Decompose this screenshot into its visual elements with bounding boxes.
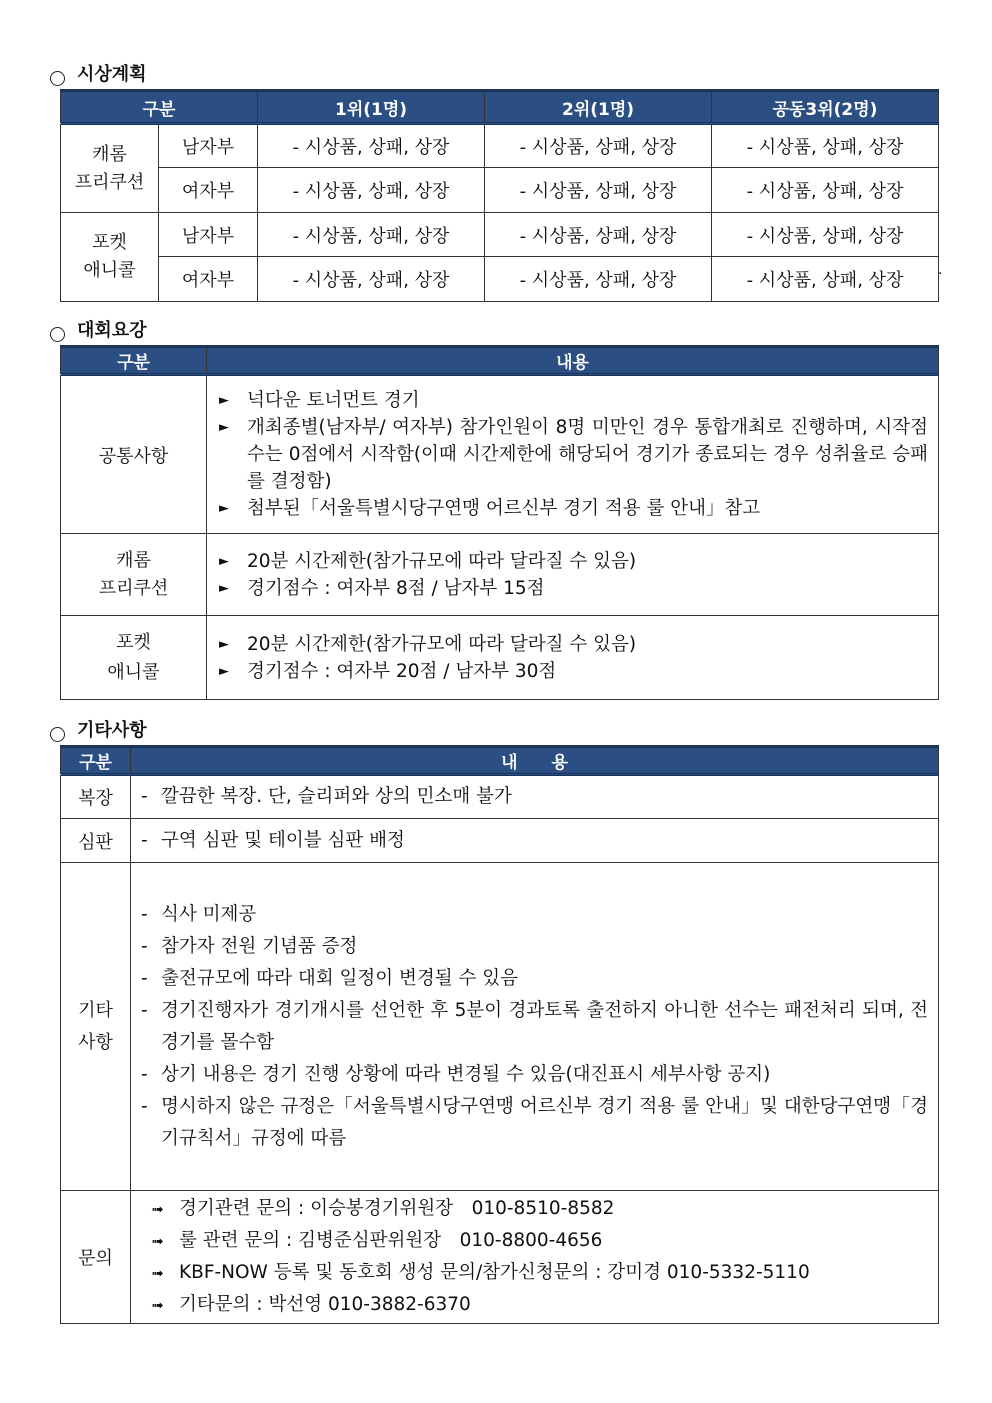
misc-content-dress [131,775,939,819]
awards-division: 남자부 [159,213,258,257]
contact-item: ➟ 경기관련 문의 : 이승봉경기위원장 010-8510-8582 [151,1193,928,1225]
circle-bullet-icon [50,727,65,742]
circle-bullet-icon [50,71,65,86]
awards-cell: - 시상품, 상패, 상장 [712,168,939,213]
rules-header-category: 구분 [61,347,207,375]
awards-cell: - 시상품, 상패, 상장 [485,124,712,168]
triangle-bullet-icon: ► [219,420,229,435]
awards-group-pocket: 포켓 애니콜 [61,213,159,302]
triangle-bullet-icon: ► [219,393,229,408]
awards-group-carom: 캐롬 프리쿠션 [61,124,159,213]
awards-title-text: 시상계획 [77,64,147,85]
awards-cell: - 시상품, 상패, 상장 [258,257,485,302]
arrow-icon: ➟ [151,1296,164,1314]
awards-header-category: 구분 [61,91,258,124]
misc-content-referee [131,819,939,863]
misc-dash-item: - 깔끔한 복장. 단, 슬리퍼와 상의 민소매 불가 [141,786,512,807]
rules-table [60,345,939,700]
triangle-bullet-icon: ► [219,580,229,596]
misc-dash-item: - 상기 내용은 경기 진행 상황에 따라 변경될 수 있음(대진표시 세부사항 공지) [141,1063,771,1085]
awards-cell: - 시상품, 상패, 상장 [712,124,939,168]
rules-bullet: ► 경기점수 : 여자부 20점 / 남자부 30점 [219,658,928,685]
awards-division: 여자부 [159,168,258,213]
awards-section-title [50,64,147,86]
misc-dash-item: - 참가자 전원 기념품 증정 [141,935,358,957]
misc-content-other [131,863,939,1191]
misc-header-category: 구분 [61,747,131,775]
misc-header-content: 내 용 [131,747,939,775]
contact-item: ➟ KBF-NOW 등록 및 동호회 생성 문의/참가신청문의 : 강미경 010-5332-5110 [151,1257,928,1289]
awards-cell: - 시상품, 상패, 상장 [485,168,712,213]
awards-cell: - 시상품, 상패, 상장 [485,213,712,257]
misc-section-title [50,720,147,742]
awards-table [60,89,939,302]
misc-label-referee: 심판 [61,819,131,863]
awards-division: 여자부 [159,257,258,302]
contact-item: ➟ 기타문의 : 박선영 010-3882-6370 [151,1289,928,1321]
misc-label-contact: 문의 [61,1191,131,1324]
rules-content-pocket [207,616,939,700]
arrow-icon: ➟ [151,1232,164,1250]
rules-bullet: ► 경기점수 : 여자부 8점 / 남자부 15점 [219,575,928,602]
contact-item: ➟ 룰 관련 문의 : 김병준심판위원장 010-8800-4656 [151,1225,928,1257]
rules-label-pocket: 포켓 애니콜 [61,616,207,700]
triangle-bullet-icon: ► [219,553,229,569]
rules-content-common [207,375,939,534]
misc-label-dress: 복장 [61,775,131,819]
awards-header-third: 공동3위(2명) [712,91,939,124]
rules-label-carom: 캐롬 프리쿠션 [61,534,207,616]
rules-bullet: ► 20분 시간제한(참가규모에 따라 달라질 수 있음) [219,631,928,658]
awards-cell: - 시상품, 상패, 상장 [712,213,939,257]
awards-cell: - 시상품, 상패, 상장 [712,257,939,302]
rules-bullet: ► 20분 시간제한(참가규모에 따라 달라질 수 있음) [219,548,928,575]
misc-dash-item: - 출전규모에 따라 대회 일정이 변경될 수 있음 [141,967,518,989]
misc-content-contact [131,1191,939,1324]
rules-bullets-pocket [207,631,938,685]
arrow-icon: ➟ [151,1264,164,1282]
rules-header-content: 내용 [207,347,939,375]
awards-cell: - 시상품, 상패, 상장 [258,213,485,257]
misc-table [60,745,939,1324]
misc-label-other: 기타 사항 [61,863,131,1191]
triangle-bullet-icon: ► [219,636,229,652]
awards-cell: - 시상품, 상패, 상장 [258,124,485,168]
triangle-bullet-icon: ► [219,501,229,516]
misc-dash-item: - 식사 미제공 [141,903,257,925]
misc-dash-item: - 구역 심판 및 테이블 심판 배정 [141,829,405,851]
circle-bullet-icon [50,327,65,342]
awards-cell: - 시상품, 상패, 상장 [485,257,712,302]
arrow-icon: ➟ [151,1200,164,1218]
awards-header-second: 2위(1명) [485,91,712,124]
misc-title-text: 기타사항 [77,720,147,741]
rules-bullet: ► 넉다운 토너먼트 경기 [219,387,928,414]
awards-cell: - 시상품, 상패, 상장 [258,168,485,213]
trailing-dot: . [938,262,943,278]
rules-title-text: 대회요강 [77,320,147,341]
rules-bullets-carom [207,548,938,602]
rules-label-common: 공통사항 [61,375,207,534]
rules-section-title [50,320,147,342]
misc-dash-item: - 경기진행자가 경기개시를 선언한 후 5분이 경과토록 출전하지 아니한 선수는 패전처리 되며, 전 경기를 몰수함 [141,999,928,1053]
awards-header-first: 1위(1명) [258,91,485,124]
rules-bullet: ► 첨부된「서울특별시당구연맹 어르신부 경기 적용 룰 안내」참고 [219,495,928,522]
awards-division: 남자부 [159,124,258,168]
rules-content-carom [207,534,939,616]
misc-dash-item: - 명시하지 않은 규정은「서울특별시당구연맹 어르신부 경기 적용 룰 안내」및 대한당구연맹「경기규칙서」규정에 따름 [141,1095,928,1149]
triangle-bullet-icon: ► [219,663,229,679]
rules-bullets-common [207,387,938,522]
rules-bullet: ► 개최종별(남자부/ 여자부) 참가인원이 8명 미만인 경우 통합개최로 진행하며, 시작점수는 0점에서 시작함(이때 시간제한에 해당되어 경기가 종료되는 경우 성취율로 승패를 결정함) [219,414,928,495]
